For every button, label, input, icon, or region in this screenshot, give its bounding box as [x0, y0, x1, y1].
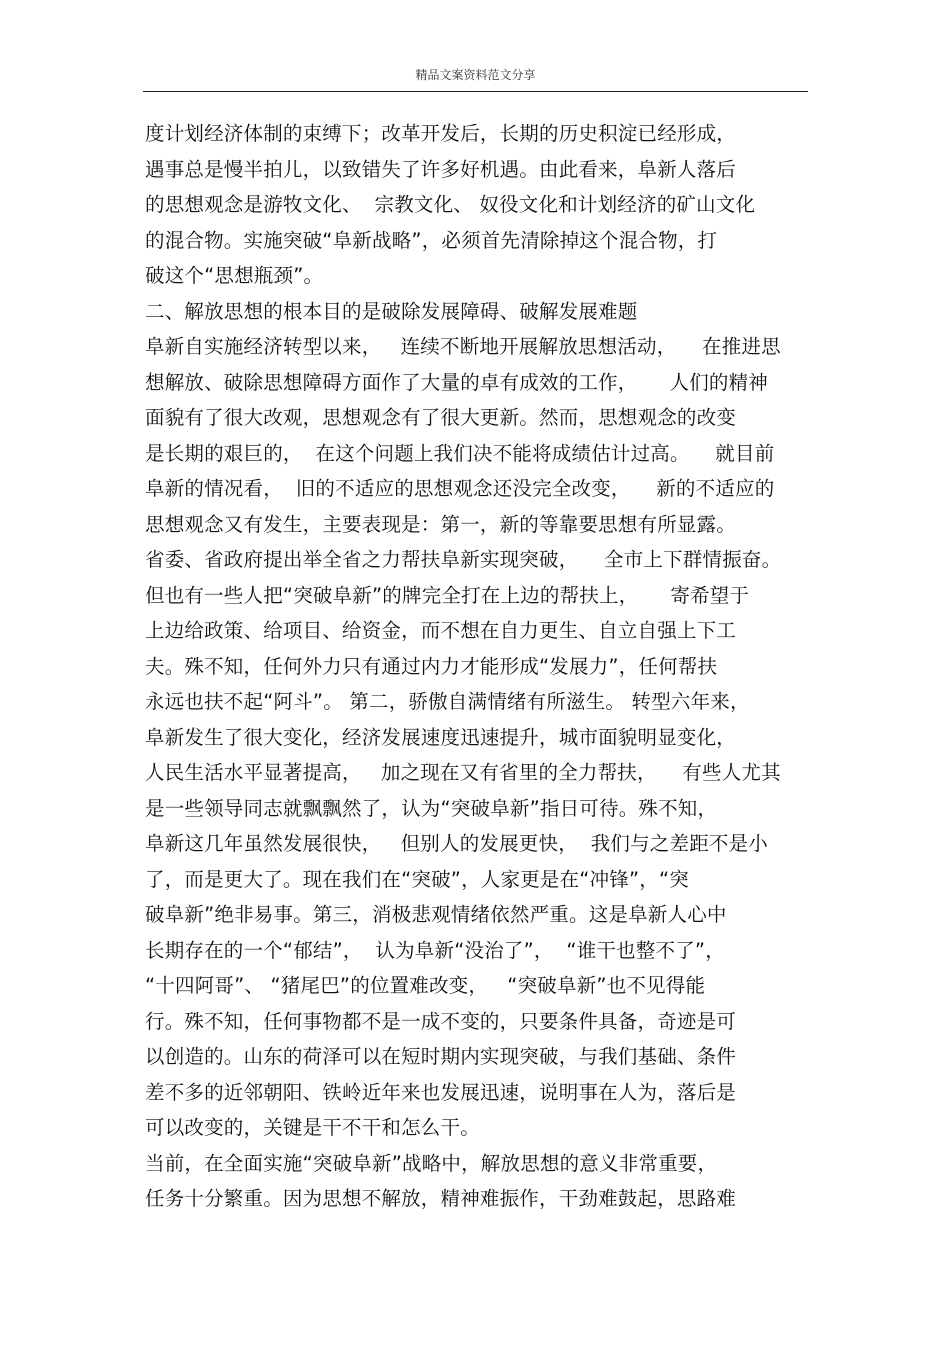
page-header: 精品文案资料范文分享 [415, 68, 536, 82]
text-line: 了，而是更大了。现在我们在“突破”，人家更是在“冲锋”，“突 [145, 867, 690, 891]
text-line: 永远也扶不起“阿斗”。 第二，骄傲自满情绪有所滋生。 转型六年来， [145, 690, 750, 713]
text-line: 但也有一些人把“突破阜新”的牌完全打在上边的帮扶上， 寄希望于 [145, 583, 750, 607]
text-line: 破阜新”绝非易事。第三，消极悲观情绪依然严重。这是阜新人心中 [145, 903, 727, 926]
text-line: 二、解放思想的根本目的是破除发展障碍、破解发展难题 [145, 299, 638, 323]
text-line: 的混合物。实施突破“阜新战略”，必须首先清除掉这个混合物，打 [145, 228, 718, 252]
text-line: 是一些领导同志就飘飘然了，认为“突破阜新”指日可待。殊不知， [145, 796, 718, 820]
text-line: 的思想观念是游牧文化、 宗教文化、 奴役文化和计划经济的矿山文化 [145, 193, 756, 216]
text-line: 可以改变的，关键是干不干和怎么干。 [145, 1116, 480, 1139]
text-line: 是长期的艰巨的， 在这个问题上我们决不能将成绩估计过高。 就目前 [145, 441, 775, 465]
text-line: 任务十分繁重。因为思想不解放，精神难振作，干劲难鼓起，思路难 [145, 1187, 737, 1210]
text-line: “十四阿哥”、 “猪尾巴”的位置难改变， “突破阜新”也不见得能 [145, 974, 706, 997]
text-line: 省委、省政府提出举全省之力帮扶阜新实现突破， 全市上下群情振奋。 [145, 548, 782, 571]
text-line: 度计划经济体制的束缚下；改革开发后，长期的历史积淀已经形成， [145, 122, 737, 145]
text-line: 差不多的近邻朝阳、铁岭近年来也发展迅速，说明事在人为，落后是 [145, 1080, 737, 1104]
text-line: 上边给政策、给项目、给资金，而不想在自力更生、自立自强上下工 [145, 619, 737, 642]
text-line: 当前，在全面实施“突破阜新”战略中，解放思想的意义非常重要， [145, 1151, 718, 1175]
text-line: 面貌有了很大改观，思想观念有了很大更新。然而，思想观念的改变 [145, 406, 737, 429]
text-line: 阜新这几年虽然发展很快， 但别人的发展更快， 我们与之差距不是小 [145, 832, 768, 855]
document-body [145, 116, 815, 1217]
text-line: 夫。殊不知，任何外力只有通过内力才能形成“发展力”，任何帮扶 [145, 654, 718, 678]
text-line: 想解放、破除思想障碍方面作了大量的卓有成效的工作， 人们的精神 [145, 370, 768, 394]
text-line: 以创造的。山东的荷泽可以在短时期内实现突破，与我们基础、条件 [145, 1045, 737, 1068]
text-line: 长期存在的一个“郁结”， 认为阜新“没治了”， “谁干也整不了”， [145, 938, 725, 962]
text-line: 遇事总是慢半拍儿，以致错失了许多好机遇。由此看来，阜新人落后 [145, 157, 737, 181]
text-line: 行。殊不知，任何事物都不是一成不变的，只要条件具备，奇迹是可 [145, 1009, 737, 1033]
header-divider [143, 91, 808, 92]
text-line: 阜新自实施经济转型以来， 连续不断地开展解放思想活动， 在推进思 [145, 335, 781, 358]
text-line: 破这个“思想瓶颈”。 [145, 264, 324, 287]
text-line: 阜新的情况看， 旧的不适应的思想观念还没完全改变， 新的不适应的 [145, 477, 775, 500]
text-line: 阜新发生了很大变化，经济发展速度迅速提升，城市面貌明显变化， [145, 725, 737, 749]
text-line: 人民生活水平显著提高， 加之现在又有省里的全力帮扶， 有些人尤其 [145, 761, 781, 784]
text-line: 思想观念又有发生，主要表现是：第一，新的等靠要思想有所显露。 [145, 512, 737, 536]
